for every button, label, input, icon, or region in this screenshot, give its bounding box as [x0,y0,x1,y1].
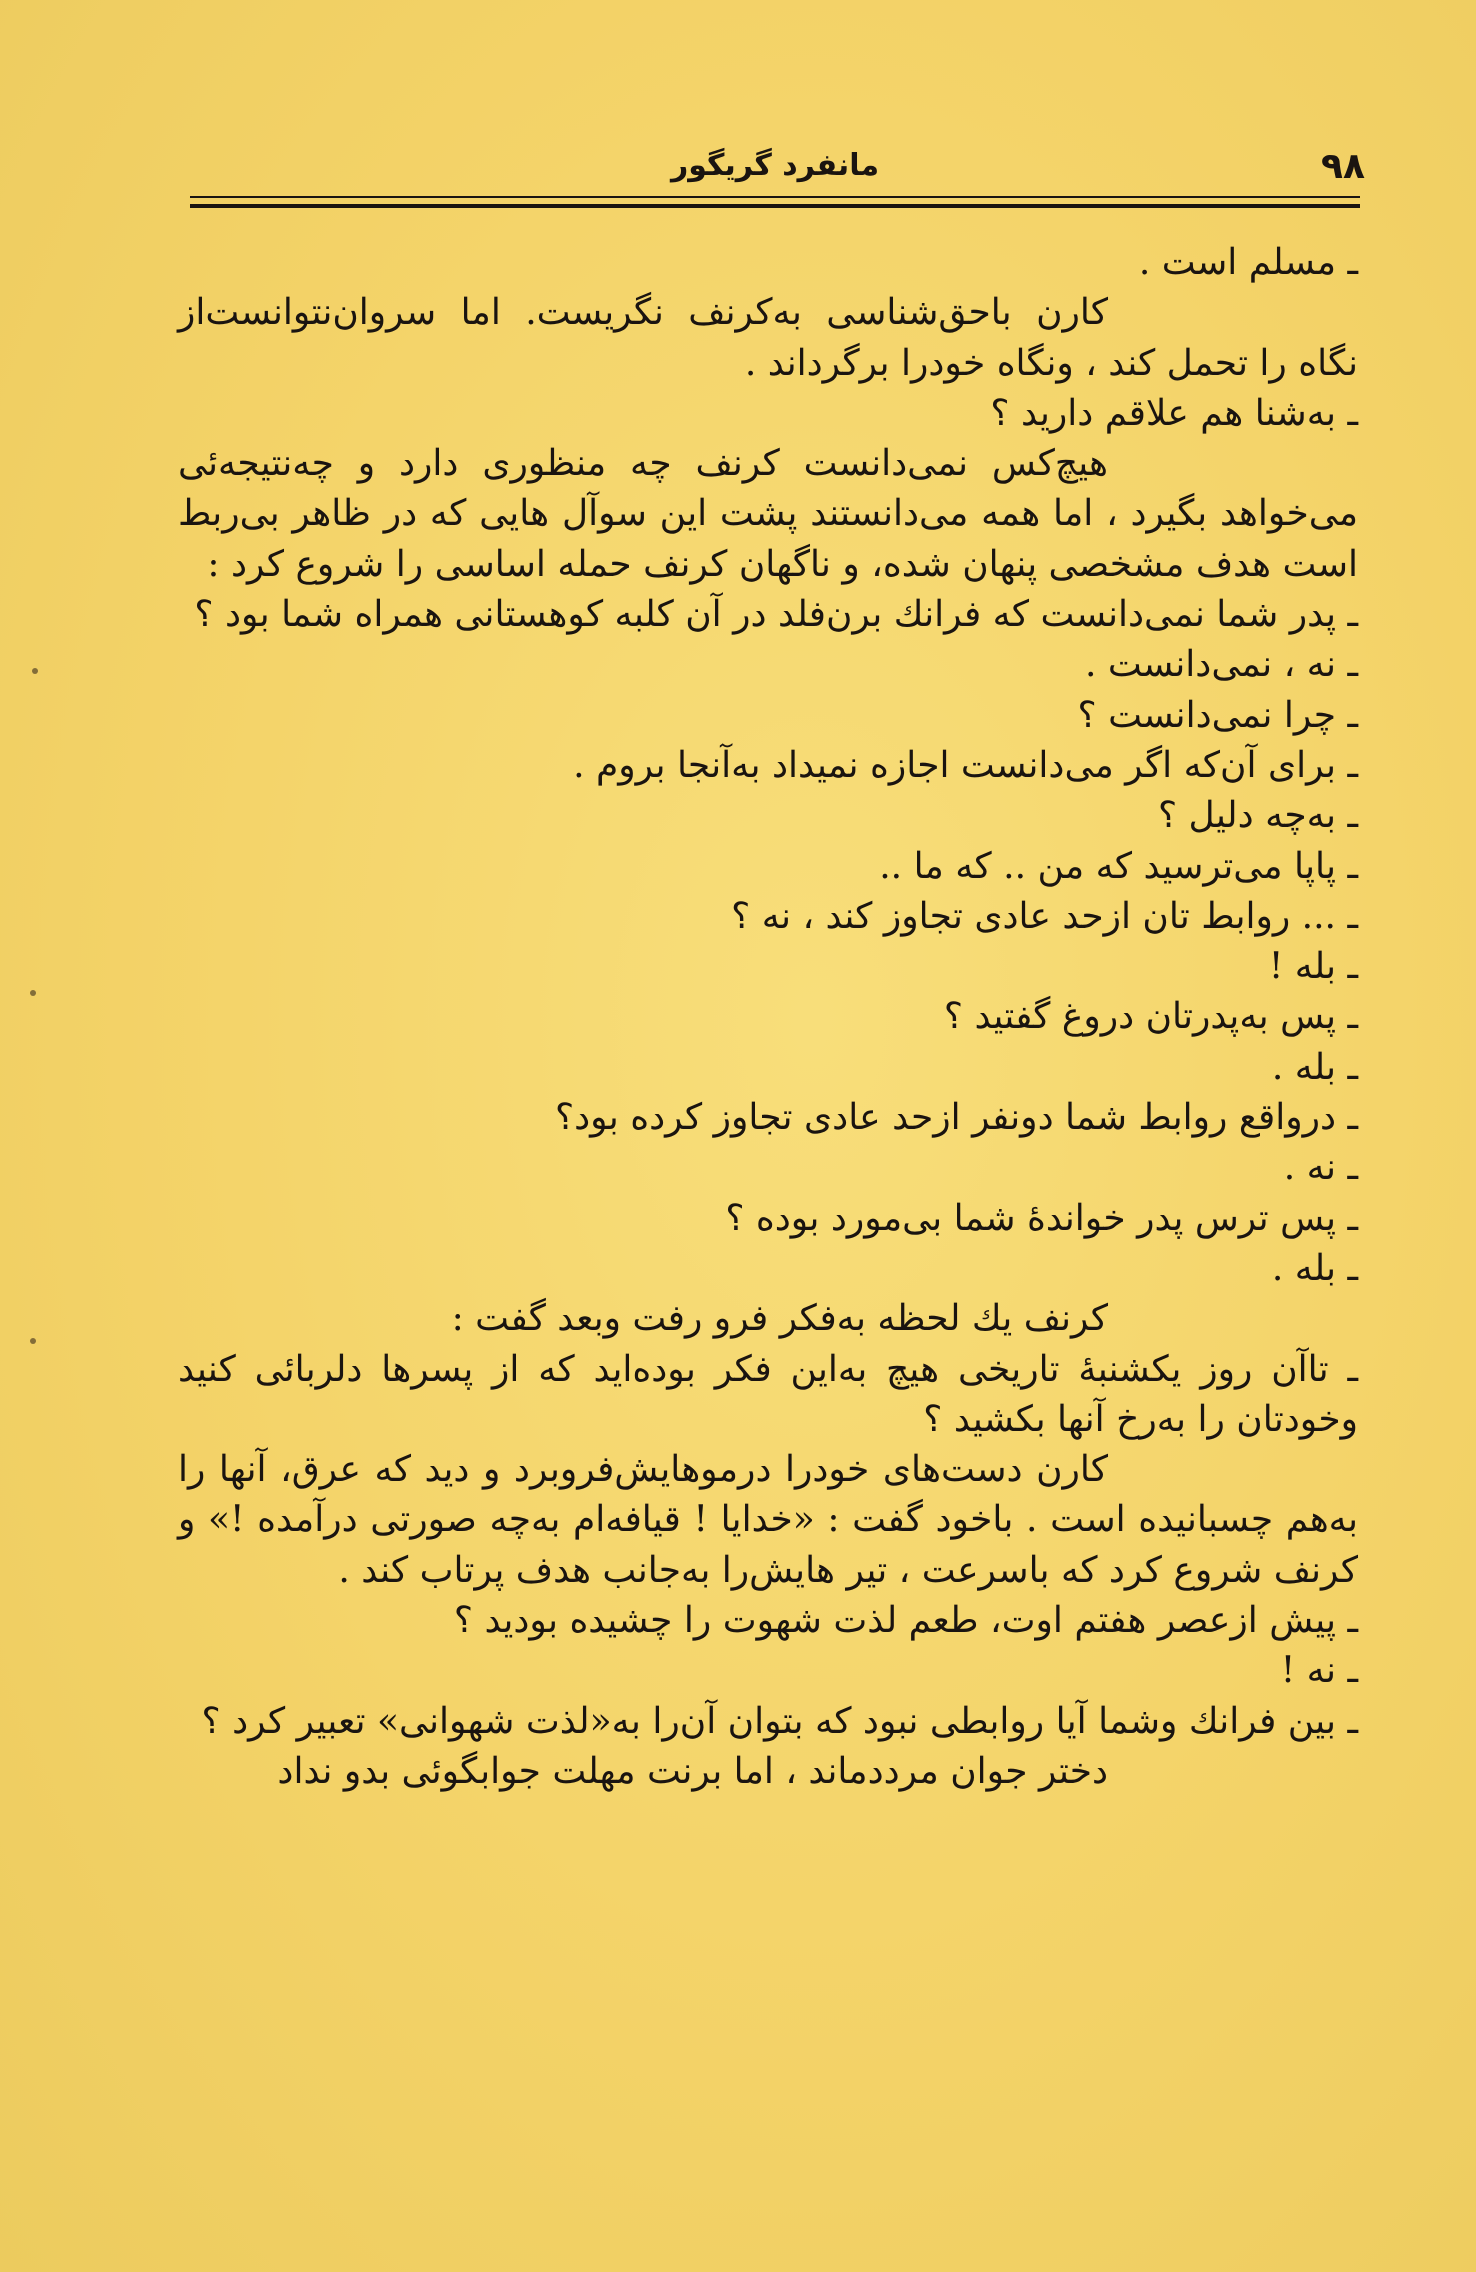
running-title: مانفرد گریگور [670,148,880,183]
paragraph: ـ ... روابط تان ازحد عادی تجاوز کند ، نه ؟ [731,895,1358,937]
paragraph: دختر جوان مردد‌ماند ، اما برنت مهلت جوابگوئی بدو نداد [277,1750,1108,1792]
page-number: ۹۸ [1321,146,1365,187]
paper-spot [30,990,36,996]
paragraph: ـ نه ! [1280,1650,1358,1692]
paragraph: ـ پس ترس پدر خواندهٔ شما بی‌مورد بوده ؟ [725,1197,1358,1239]
paragraph: ـ نه ، نمی‌دانست . [1084,644,1358,686]
page-header [185,138,1365,188]
paragraph: کارن باحق‌شناسی به‌کرنف نگریست. اما سروان‌نتوانست‌از نگاه را تحمل کند ، ونگاه خودرا برگرداند . [178,292,1358,384]
paragraph: ـ پیش ازعصر هفتم اوت، طعم لذت شهوت را چشیده بودید ؟ [453,1600,1358,1642]
paragraph: ـ بله . [1271,1247,1358,1289]
paragraph: ـ پدر شما نمی‌دانست که فرانك برن‌فلد در آن کلبه کوهستانی همراه شما بود ؟ [194,594,1358,636]
paragraph: ـ چرا نمی‌دانست ؟ [1077,694,1358,736]
paragraph: ـ درواقع روابط شما دونفر ازحد عادی تجاوز کرده بود؟ [555,1097,1358,1139]
paragraph: ـ تاآن روز یکشنبهٔ تاریخی هیچ به‌این فکر بوده‌اید که از پسرها دلربائی کنید وخودتان را به‌رخ آنها بکشید ؟ [178,1348,1358,1440]
paragraph: ـ به‌شنا هم علاقم دارید ؟ [990,392,1358,434]
paragraph: ـ به‌چه دلیل ؟ [1158,795,1358,837]
paragraph: ـ پاپا می‌ترسید که من .. که ما .. [879,845,1358,887]
paragraph: ـ پس به‌پدرتان دروغ گفتید ؟ [943,996,1358,1038]
paragraph: ـ مسلم است . [1138,242,1358,283]
paragraph: ـ برای آن‌که اگر می‌دانست اجازه نمیداد به‌آنجا بروم . [573,744,1358,786]
header-rule-thin [190,196,1360,198]
body-text [178,238,1358,1797]
paragraph: کرنف یك لحظه به‌فکر فرو رفت وبعد گفت : [451,1298,1108,1340]
paragraph: ـ بین فرانك وشما آیا روابطی نبود که بتوان آن‌را به«لذت شهوانی» تعبیر کرد ؟ [201,1700,1358,1742]
paragraph: هیچ‌کس نمی‌دانست کرنف چه منظوری دارد و چه‌نتیجه‌ئی می‌خواهد بگیرد ، اما همه می‌دانستند پشت این سوآل هایی که در ظاهر بی‌ربط است هدف مشخصی پنهان شده، و ناگهان کرنف حمله اساسی را شروع کرد : [178,443,1358,585]
paper-spot [32,668,38,674]
paragraph: ـ بله ! [1268,946,1358,988]
paper-spot [30,1338,36,1344]
paragraph: ـ بله . [1271,1046,1358,1088]
header-rule-thick [190,204,1360,208]
paragraph: ـ نه . [1283,1147,1358,1189]
paragraph: کارن دست‌های خودرا درموهایش‌فروبرد و دید که عرق، آنها را به‌هم چسبانیده است . باخود گفت : «خدایا ! قیافه‌ام به‌چه صورتی درآمده !» و کرنف شروع کرد که باسرعت ، تیر هایش‌را به‌جانب هدف پرتاب کند . [178,1449,1358,1591]
